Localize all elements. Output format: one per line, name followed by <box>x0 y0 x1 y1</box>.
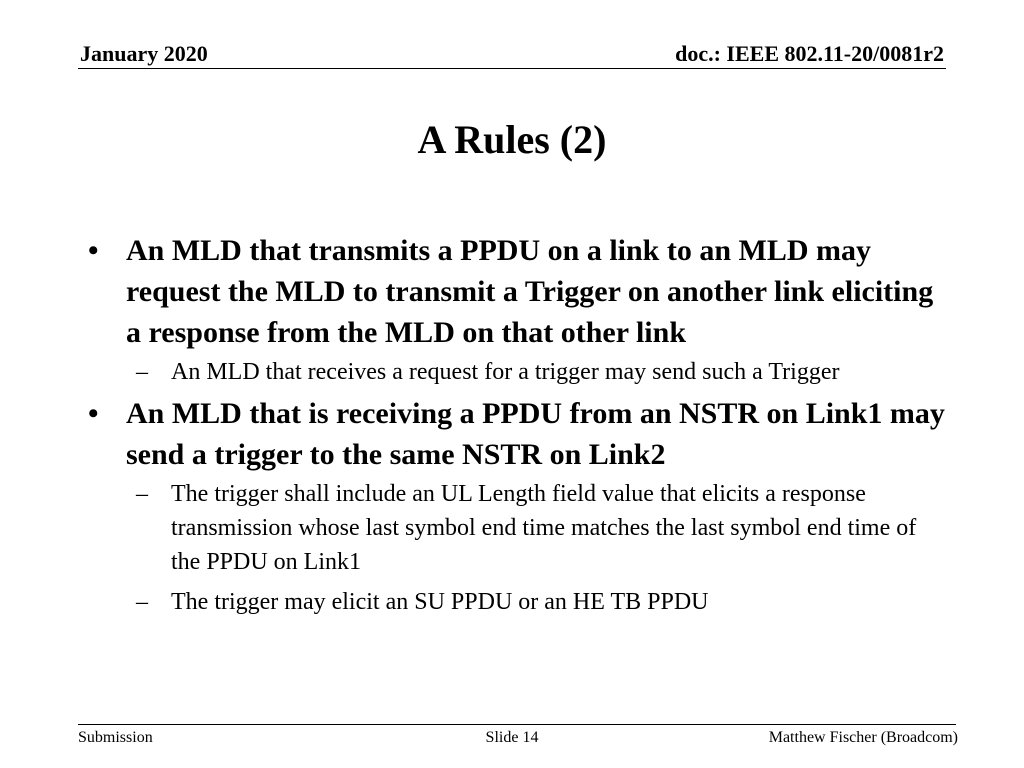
bullet-text: An MLD that transmits a PPDU on a link to an MLD may request the MLD to transmit a Trigger on another link eliciting a response from the MLD on that other link <box>126 234 934 349</box>
sub-bullet-marker: – <box>136 589 148 615</box>
sub-bullet-text: The trigger shall include an UL Length field value that elicits a response transmission whose last symbol end time matches the last symbol end time of the PPDU on Link1 <box>171 481 917 575</box>
bullet-item <box>88 230 948 353</box>
slide-body <box>88 230 948 619</box>
footer-submission: Submission <box>78 729 153 746</box>
sub-bullet-text: The trigger may elicit an SU PPDU or an HE TB PPDU <box>171 589 709 615</box>
sub-bullet-item <box>88 477 948 579</box>
sub-bullet-item <box>88 355 948 389</box>
bullet-marker: • <box>88 234 99 267</box>
bullet-text: An MLD that is receiving a PPDU from an NSTR on Link1 may send a trigger to the same NSTR on Link2 <box>126 397 945 471</box>
sub-bullet-marker: – <box>136 481 148 507</box>
header-divider <box>78 68 946 69</box>
sub-bullet-marker: – <box>136 359 148 385</box>
footer-author: Matthew Fischer (Broadcom) <box>768 729 958 746</box>
footer-divider <box>78 724 956 725</box>
header-date: January 2020 <box>80 41 208 66</box>
slide-title: A Rules (2) <box>417 117 607 162</box>
footer-slide-number: Slide 14 <box>485 729 539 746</box>
sub-bullet-item <box>88 585 948 619</box>
bullet-marker: • <box>88 397 99 430</box>
header-doc-id: doc.: IEEE 802.11-20/0081r2 <box>675 41 944 66</box>
bullet-item <box>88 393 948 475</box>
sub-bullet-text: An MLD that receives a request for a trigger may send such a Trigger <box>171 359 840 385</box>
